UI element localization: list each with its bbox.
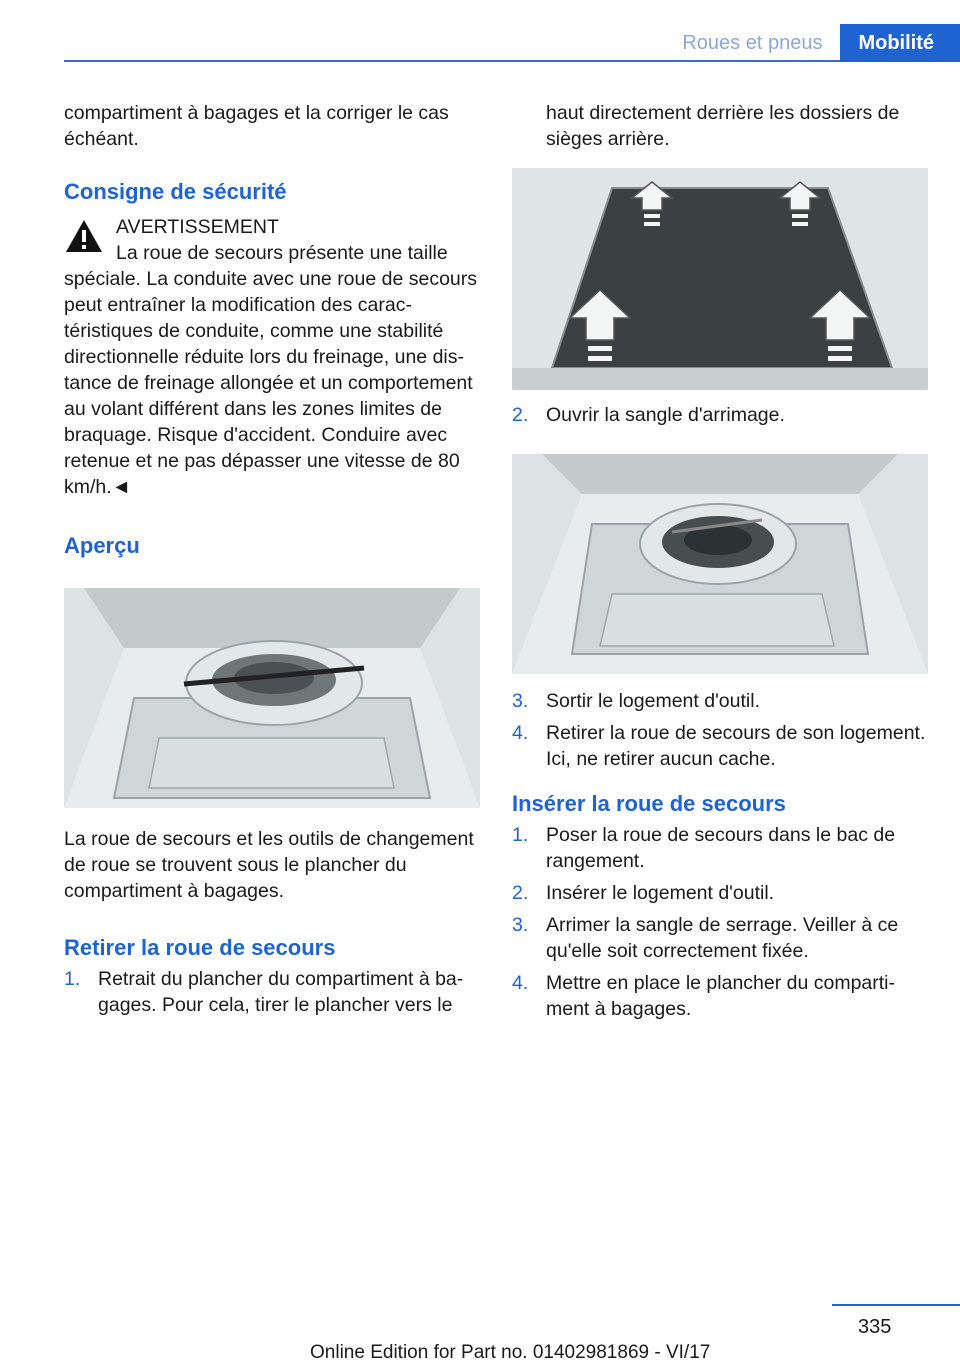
overview-heading: Aperçu — [64, 533, 140, 558]
warning-body: spéciale. La conduite avec une roue de secours peut entraîner la modification des caractéristiques de conduite, comme une stabilité directionnelle réduite lors du freinage, une distance de freinage allongée et un comportement au volant différent dans les zones limites de braquage. Risque d'accident. Conduire avec retenue et ne pas dépasser une vitesse de 80 km/h.◄ — [64, 268, 478, 498]
left-column — [64, 100, 478, 1024]
spare-wheel-strap-illustration — [512, 454, 928, 674]
right-column — [512, 100, 928, 1028]
list-item: 2. Insérer le logement d'outil. — [512, 882, 775, 904]
page-number: 335 — [858, 1316, 892, 1338]
list-item: 2. Ouvrir la sangle d'arrimage. — [512, 404, 785, 426]
list-item: 4. Retirer la roue de secours de son logement. Ici, ne retirer aucun cache. — [512, 722, 926, 770]
header-rule — [64, 60, 736, 62]
overview-text: La roue de secours et les outils de changement de roue se trouvent sous le plancher du compartiment à bagages. — [64, 828, 474, 902]
intro-text: compartiment à bagages et la corriger le cas échéant. — [64, 102, 449, 150]
warning-first-line: La roue de secours présente une taille — [116, 242, 448, 264]
list-item: 3. Sortir le logement d'outil. — [512, 690, 760, 712]
trunk-overview-illustration — [64, 588, 480, 808]
trunk-floor-illustration — [512, 168, 928, 390]
steps-b — [512, 688, 928, 772]
steps-a — [512, 402, 928, 428]
section-tab: Roues et pneus — [664, 24, 840, 62]
list-item: 1. Retrait du plancher du compartiment à bagages. Pour cela, tirer le plancher vers le — [64, 968, 464, 1016]
list-item: 4. Mettre en place le plancher du compartiment à bagages. — [512, 972, 896, 1020]
warning-triangle-icon — [64, 218, 104, 254]
footer-rule — [832, 1304, 960, 1306]
insert-steps — [512, 822, 928, 1022]
remove-steps — [64, 966, 478, 1018]
running-header — [664, 24, 960, 62]
list-item: 3. Arrimer la sangle de serrage. Veiller à ce qu'elle soit correctement fixée. — [512, 914, 899, 962]
chapter-tab: Mobilité — [840, 24, 960, 62]
list-item: 1. Poser la roue de secours dans le bac de rangement. — [512, 824, 896, 872]
insert-heading: Insérer la roue de secours — [512, 791, 786, 816]
warning-block — [64, 214, 478, 500]
continued-text: haut directement derrière les dossiers de sièges arrière. — [546, 102, 900, 150]
remove-heading: Retirer la roue de secours — [64, 935, 336, 960]
edition-text: Online Edition for Part no. 01402981869 - VI/17 — [310, 1342, 711, 1363]
safety-heading: Consigne de sécurité — [64, 179, 287, 204]
warning-title: AVERTISSEMENT — [116, 216, 279, 238]
